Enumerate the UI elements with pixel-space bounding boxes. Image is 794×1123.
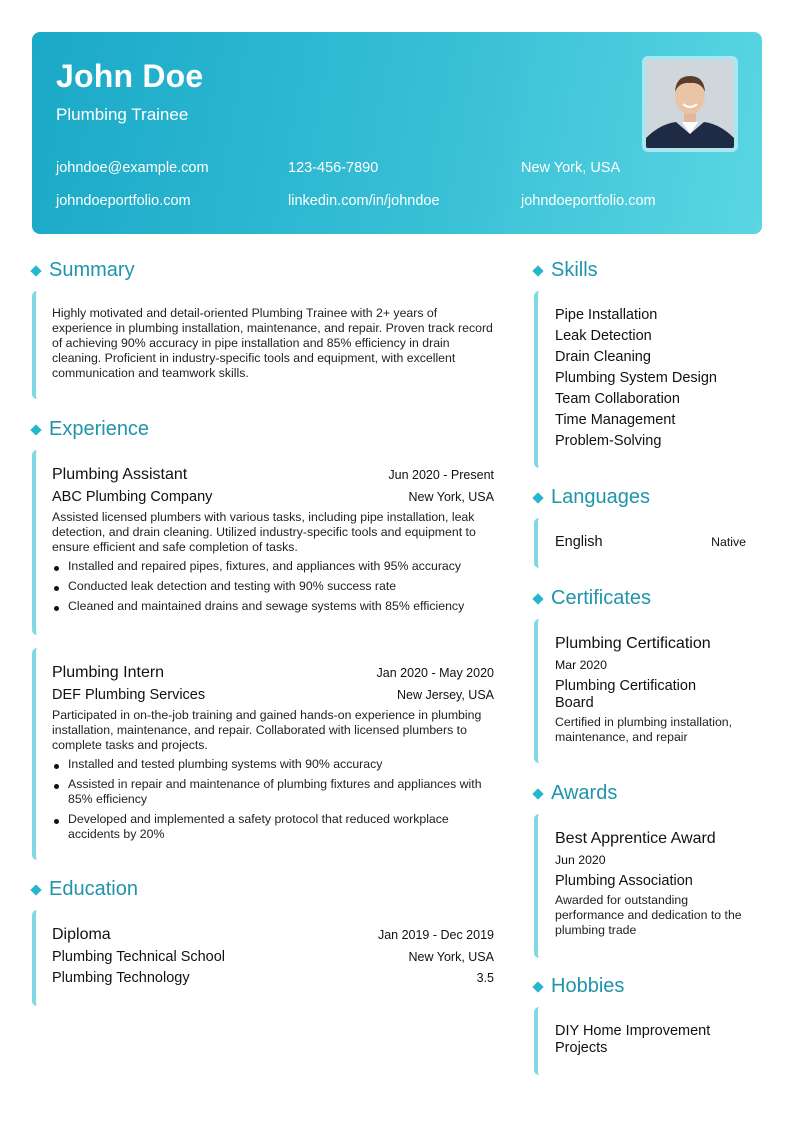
achievement-item: Assisted in repair and maintenance of plumbing fixtures and appliances with 85% efficiency	[52, 777, 492, 807]
languages-heading: Languages	[534, 486, 650, 509]
education-dates: Jan 2019 - Dec 2019	[377, 928, 494, 942]
degree-name: Diploma	[52, 926, 111, 943]
education-accent-bar	[32, 910, 42, 1006]
summary-accent-bar	[32, 291, 42, 399]
skill-item: Problem-Solving	[555, 433, 662, 449]
skills-list	[555, 305, 717, 452]
hobby-item: DIY Home Improvement Projects	[555, 1023, 711, 1056]
diamond-icon	[532, 492, 543, 503]
job-dates: Jan 2020 - May 2020	[376, 666, 494, 680]
skills-heading: Skills	[534, 259, 598, 282]
candidate-title: Plumbing Trainee	[56, 105, 189, 124]
award-issuer: Plumbing Association	[555, 873, 693, 889]
skill-item: Plumbing System Design	[555, 370, 717, 386]
candidate-name: John Doe	[56, 58, 204, 94]
website-link[interactable]: johndoeportfolio.com	[56, 193, 191, 209]
diamond-icon	[532, 788, 543, 799]
email-link[interactable]: johndoe@example.com	[56, 160, 209, 176]
phone-text: 123-456-7890	[288, 160, 379, 176]
languages-accent-bar	[534, 518, 544, 568]
job-title: Plumbing Intern	[52, 664, 165, 681]
portfolio-link[interactable]: johndoeportfolio.com	[521, 193, 656, 209]
gpa-value: 3.5	[476, 971, 494, 985]
certificate-date: Mar 2020	[555, 658, 607, 672]
profile-photo	[642, 56, 738, 152]
resume-header	[32, 32, 762, 234]
certificate-description: Certified in plumbing installation, maintenance, and repair	[555, 715, 733, 744]
experience-accent-bar	[32, 648, 42, 860]
job-description: Participated in on-the-job training and gained hands-on experience in plumbing installation, maintenance, and repair. Collaborated with licensed plumbers to complete tasks and projects.	[52, 708, 482, 752]
school-name: Plumbing Technical School	[52, 949, 226, 965]
job-location: New Jersey, USA	[396, 688, 494, 702]
awards-accent-bar	[534, 814, 544, 958]
achievement-item: Installed and tested plumbing systems with 90% accuracy	[52, 757, 492, 772]
education-heading: Education	[32, 878, 138, 901]
certificates-accent-bar	[534, 619, 544, 763]
achievement-item: Cleaned and maintained drains and sewage systems with 85% efficiency	[52, 599, 500, 614]
job-achievements	[52, 757, 492, 847]
job-description: Assisted licensed plumbers with various tasks, including pipe installation, leak detection, and drain cleaning. Utilized industry-specific tools and equipment to ensure efficient and safe completion of tasks.	[52, 510, 476, 554]
field-of-study: Plumbing Technology	[52, 970, 190, 986]
experience-accent-bar	[32, 450, 42, 635]
hobbies-accent-bar	[534, 1007, 544, 1075]
award-name: Best Apprentice Award	[555, 830, 716, 847]
diamond-icon	[30, 884, 41, 895]
diamond-icon	[532, 593, 543, 604]
diamond-icon	[30, 424, 41, 435]
school-location: New York, USA	[408, 950, 494, 964]
language-name: English	[555, 534, 603, 550]
location-text: New York, USA	[521, 160, 621, 176]
hobbies-heading: Hobbies	[534, 975, 624, 998]
skill-item: Team Collaboration	[555, 391, 680, 407]
skills-accent-bar	[534, 291, 544, 468]
job-location: New York, USA	[408, 490, 494, 504]
certificates-heading: Certificates	[534, 587, 651, 610]
linkedin-link[interactable]: linkedin.com/in/johndoe	[288, 193, 440, 209]
award-date: Jun 2020	[555, 853, 606, 867]
skill-item: Drain Cleaning	[555, 349, 651, 365]
certificate-name: Plumbing Certification	[555, 635, 711, 652]
summary-text: Highly motivated and detail-oriented Plumbing Trainee with 2+ years of experience in plumbing installation, maintenance, and repair. Proven track record of achieving 90% accuracy in pipe installation and 85% efficiency in drain cleaning. Proficient in industry-specific tools and equipment, with excellent communication and teamwork skills.	[52, 306, 493, 380]
job-dates: Jun 2020 - Present	[388, 468, 494, 482]
language-level: Native	[711, 535, 746, 549]
avatar-icon	[646, 60, 734, 148]
award-description: Awarded for outstanding performance and dedication to the plumbing trade	[555, 893, 742, 937]
achievement-item: Conducted leak detection and testing with 90% success rate	[52, 579, 500, 594]
job-title: Plumbing Assistant	[52, 466, 188, 483]
experience-heading: Experience	[32, 418, 149, 441]
certificate-issuer: Plumbing Certification Board	[555, 678, 697, 711]
job-achievements	[52, 559, 500, 619]
awards-heading: Awards	[534, 782, 617, 805]
skill-item: Leak Detection	[555, 328, 652, 344]
diamond-icon	[30, 265, 41, 276]
achievement-item: Developed and implemented a safety protocol that reduced workplace accidents by 20%	[52, 812, 492, 842]
summary-heading: Summary	[32, 259, 135, 282]
diamond-icon	[532, 265, 543, 276]
company-name: DEF Plumbing Services	[52, 687, 206, 703]
skill-item: Pipe Installation	[555, 307, 658, 323]
company-name: ABC Plumbing Company	[52, 489, 213, 505]
skill-item: Time Management	[555, 412, 676, 428]
achievement-item: Installed and repaired pipes, fixtures, and appliances with 95% accuracy	[52, 559, 500, 574]
diamond-icon	[532, 981, 543, 992]
